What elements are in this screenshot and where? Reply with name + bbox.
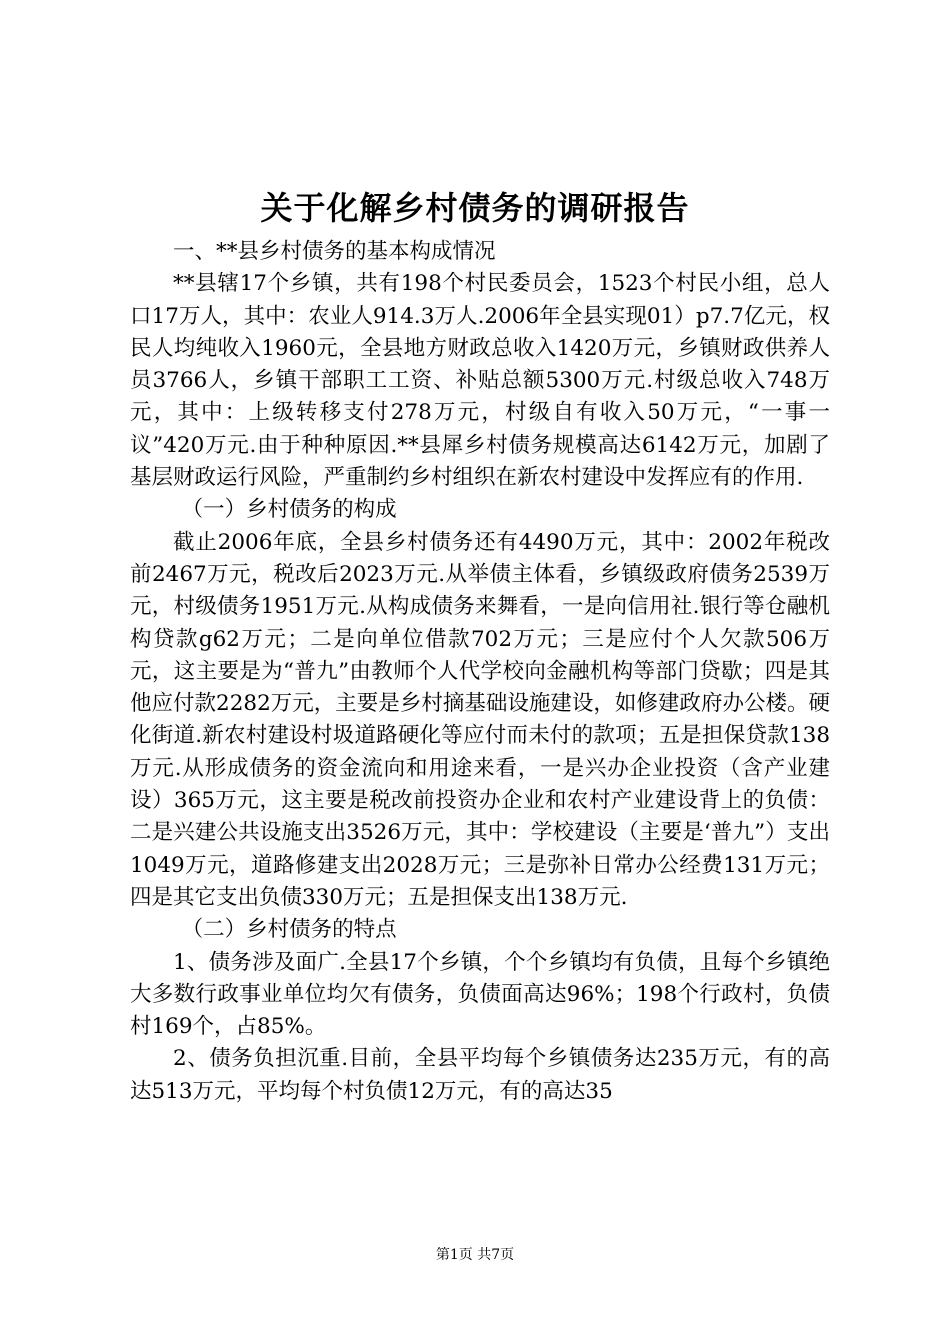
page-footer: 第1页 共7页 (435, 1247, 515, 1263)
subsection-heading: （二）乡村债务的特点 (181, 917, 397, 943)
body-paragraph: 截止2006年底，全县乡村债务还有4490万元，其中：2002年税改前2467万元，税改后2023万元.从举债主体看，乡镇级政府债务2539万元，村级债务1951万元.从构成债务来舞看，一是向信用社.银行等仓融机构贷款g62万元；二是向单位借款702万元；三是应付个人欠款506万元，这主要是为“普九”由教师个人代学校向金融机构等部门贷歇；四是其他应付款2282万元，主要是乡村摘基础设施建设，如修建政府办公楼。硬化街道.新农村建设村圾道路硬化等应付而未付的款项；五是担保贷款138万元.从形成债务的资金流向和用途来看，一是兴办企业投资（含产业建设）365万元，这主要是税改前投资办企业和农村产业建设背上的负债：二是兴建公共设施支出3526万元，其中：学校建设（主要是‘普九”）支出1049万元，道路修建支出2028万元；三是弥补日常办公经费131万元；四是其它支出负债330万元；五是担保支出138万元. (130, 529, 830, 910)
body-paragraph: 2、债务负担沉重.目前，全县平均每个乡镇债务达235万元，有的高达513万元，平均每个村负债12万元，有的高达35 (130, 1046, 830, 1104)
body-paragraph: 1、债务涉及面广.全县17个乡镇，个个乡镇均有负债，且每个乡镇绝大多数行政事业单位均欠有债务，负债面高达96%；198个行政村，负债村169个，占85%。 (130, 949, 830, 1040)
subsection-heading: （一）乡村债务的构成 (181, 497, 397, 523)
body-paragraph: **县辖17个乡镇，共有198个村民委员会，1523个村民小组，总人口17万人，其中：农业人914.3万人.2006年全县实现01）p7.7亿元，权民人均纯收入1960元，全县地方财政总收入1420万元，乡镇财政供养人员3766人，乡镇干部职工工资、补贴总额5300万元.村级总收入748万元，其中：上级转移支付278万元，村级自有收入50万元，“一事一议”420万元.由于种种原因.**县犀乡村债务规模高达6142万元，加剧了基层财政运行风险，严重制约乡村组织在新农村建设中发挥应有的作用. (130, 271, 830, 491)
document-body (130, 236, 830, 1108)
section-heading: 一、**县乡村债务的基本构成情况 (173, 239, 496, 264)
document-title: 关于化解乡村债务的调研报告 (260, 189, 690, 227)
